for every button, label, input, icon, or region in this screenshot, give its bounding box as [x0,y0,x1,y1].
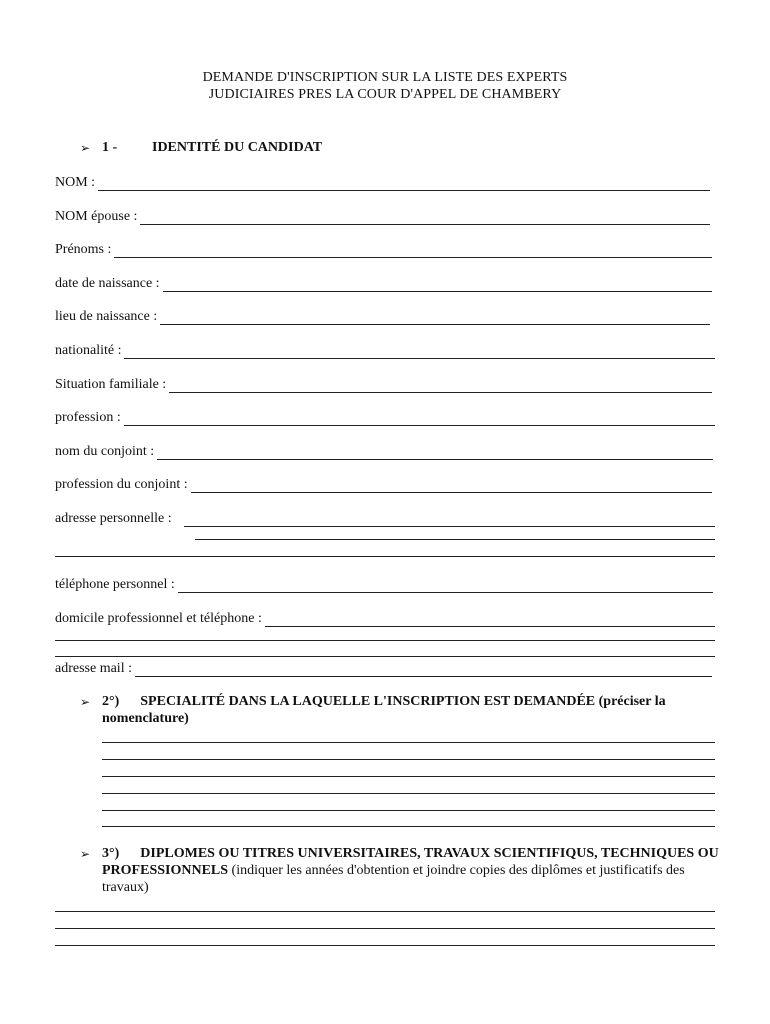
field-label: nom du conjoint : [55,444,155,459]
fill-line[interactable] [169,380,712,393]
field-profession[interactable] [55,406,715,426]
field-label: NOM : [55,175,96,190]
fill-line[interactable] [157,447,713,460]
field-label: profession du conjoint : [55,477,188,492]
fill-line[interactable] [160,312,710,325]
adresse-extra-line-2[interactable] [55,556,715,557]
diplomes-line-2[interactable] [55,928,715,929]
field-nom-epouse[interactable] [55,205,710,225]
fill-line[interactable] [124,413,715,426]
fill-line[interactable] [191,480,712,493]
field-label: téléphone personnel : [55,577,175,592]
section-3-number: 3°) [102,846,120,861]
field-label: nationalité : [55,343,122,358]
field-label: adresse mail : [55,661,132,676]
field-label: adresse personnelle : [55,511,172,526]
domicile-extra-line-1[interactable] [55,640,715,641]
field-adresse-personnelle[interactable] [55,507,715,527]
field-label: NOM épouse : [55,209,138,224]
section-1-number: 1 - [102,140,118,155]
arrow-bullet-icon: ➢ [80,847,91,861]
section-1-title: IDENTITÉ DU CANDIDAT [152,140,323,155]
field-label: lieu de naissance : [55,309,158,324]
specialite-line-1[interactable] [102,742,715,743]
field-nom-conjoint[interactable] [55,440,713,460]
fill-line[interactable] [163,279,712,292]
field-profession-conjoint[interactable] [55,473,712,493]
fill-line[interactable] [184,514,715,527]
form-title-line-1: DEMANDE D'INSCRIPTION SUR LA LISTE DES EXPERTS [202,70,568,85]
fill-line[interactable] [114,245,712,258]
fill-line[interactable] [265,614,715,627]
arrow-bullet-icon: ➢ [80,695,91,709]
field-label: profession : [55,410,121,425]
field-nom[interactable] [55,171,710,191]
fill-line[interactable] [98,178,710,191]
field-date-naissance[interactable] [55,272,712,292]
section-3-note: (indiquer les années d'obtention et joindre copies des diplômes et justificatifs des travaux) [102,863,685,895]
form-title-line-2: JUDICIAIRES PRES LA COUR D'APPEL DE CHAMBERY [208,87,562,102]
specialite-line-2[interactable] [102,759,715,760]
arrow-bullet-icon: ➢ [80,141,91,155]
field-nationalite[interactable] [55,339,715,359]
field-lieu-naissance[interactable] [55,305,710,325]
fill-line[interactable] [135,664,712,677]
fill-line[interactable] [124,346,715,359]
field-prenoms[interactable] [55,238,712,258]
diplomes-line-3[interactable] [55,945,715,946]
section-3-title: DIPLOMES OU TITRES UNIVERSITAIRES, TRAVAUX SCIENTIFIQUS, TECHNIQUES OU PROFESSIONNELS [102,846,719,878]
field-label: Prénoms : [55,242,112,257]
fill-line[interactable] [178,580,713,593]
diplomes-line-1[interactable] [55,911,715,912]
section-2-number: 2°) [102,694,120,709]
section-2-title: SPECIALITÉ DANS LA LAQUELLE L'INSCRIPTION EST DEMANDÉE (préciser la nomenclature) [102,694,666,726]
specialite-line-6[interactable] [102,826,715,827]
specialite-line-3[interactable] [102,776,715,777]
field-telephone-personnel[interactable] [55,573,713,593]
adresse-extra-line-1[interactable] [195,539,715,540]
field-situation-familiale[interactable] [55,373,712,393]
field-domicile-professionnel[interactable] [55,607,715,627]
field-label: date de naissance : [55,276,160,291]
specialite-line-5[interactable] [102,810,715,811]
field-label: Situation familiale : [55,377,167,392]
fill-line[interactable] [140,212,710,225]
specialite-line-4[interactable] [102,793,715,794]
field-adresse-mail[interactable] [55,657,712,677]
field-label: domicile professionnel et téléphone : [55,611,262,626]
